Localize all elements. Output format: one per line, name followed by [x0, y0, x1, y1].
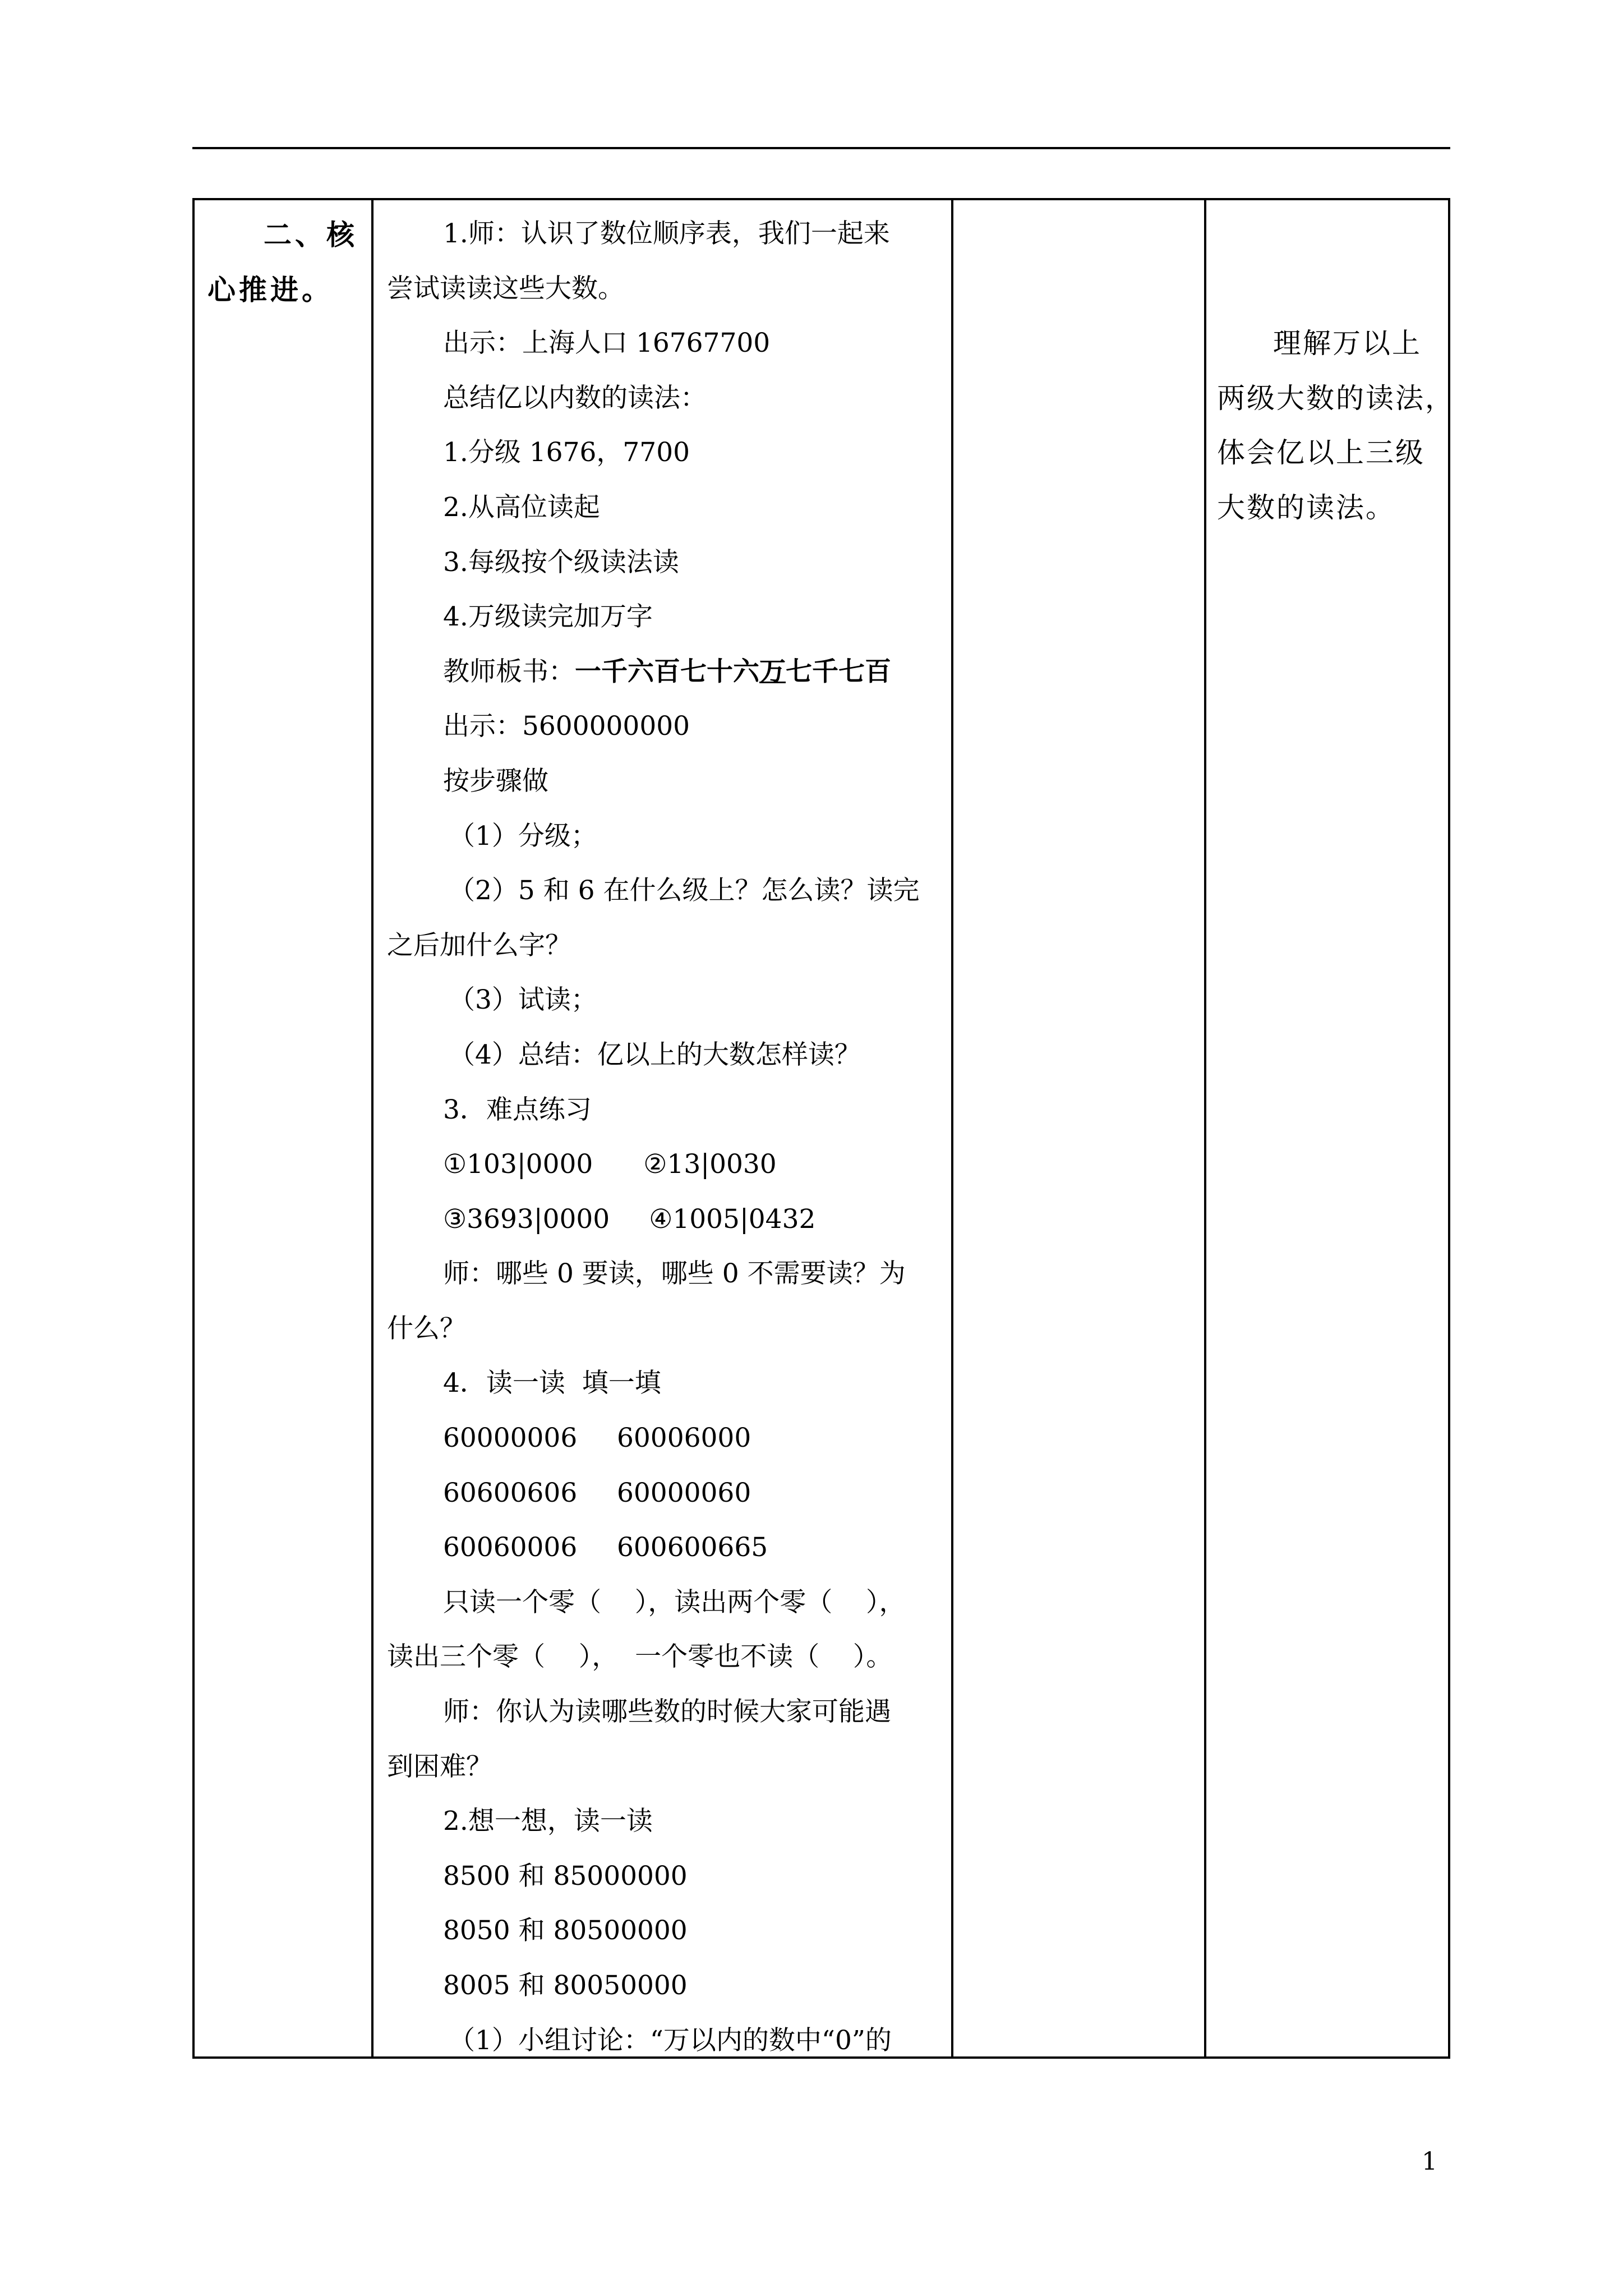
- board-writing-text: 七千七百: [786, 656, 891, 687]
- text-line: 8005 和 80050000: [443, 1970, 688, 2001]
- number-item: 60006000: [617, 1423, 751, 1454]
- text-line: 4．读一读 填一填: [443, 1368, 661, 1399]
- text-line: （1）小组讨论：“万以内的数中“0”的: [449, 2024, 892, 2056]
- text-line: （4）总结：亿以上的大数怎样读？: [449, 1039, 861, 1070]
- text-line: 体会亿以上三级: [1217, 436, 1425, 470]
- text-line: 尝试读读这些大数。: [387, 273, 624, 304]
- text-line: 出示：上海人口 16767700: [443, 328, 771, 359]
- text-line: 8050 和 80500000: [443, 1915, 688, 1947]
- board-writing-text: 一千六百七十六: [575, 656, 759, 687]
- board-writing-underlined: 万: [759, 656, 786, 687]
- text-line: 3.每级按个级读法读: [443, 546, 679, 578]
- header-rule: [192, 147, 1450, 149]
- text-line: （1）分级；: [449, 820, 597, 852]
- text-line: 2.从高位读起: [443, 491, 600, 523]
- design-intent-cell: [1217, 316, 1455, 535]
- number-item: 600600665: [617, 1532, 768, 1563]
- number-row: [387, 1411, 942, 1466]
- exercise-item: ①103|0000: [443, 1149, 593, 1180]
- column-divider: [1204, 198, 1206, 2059]
- exercise-item: ③3693|0000: [443, 1203, 610, 1235]
- exercise-row: [387, 1137, 942, 1192]
- number-item: 60000060: [617, 1477, 751, 1508]
- number-item: 60000006: [443, 1423, 578, 1454]
- board-writing-line: [387, 645, 942, 700]
- text-line: 之后加什么字？: [387, 930, 571, 961]
- text-line: 出示：5600000000: [443, 711, 690, 742]
- text-line: （2）5 和 6 在什么级上？怎么读？读完: [449, 875, 920, 907]
- number-row: [387, 1466, 942, 1521]
- page-number: 1: [1422, 2147, 1437, 2176]
- board-writing-prefix: 教师板书：: [443, 656, 575, 687]
- exercise-item: ②13|0030: [643, 1149, 777, 1180]
- number-item: 60600606: [443, 1477, 578, 1508]
- text-line: 读出三个零（ ）， 一个零也不读（ ）。: [387, 1641, 893, 1673]
- text-line: 3．难点练习: [443, 1094, 592, 1125]
- text-line: 师：你认为读哪些数的时候大家可能遇: [443, 1696, 891, 1728]
- stage-label-cell: [208, 208, 363, 318]
- text-line: 师：哪些 0 要读，哪些 0 不需要读？为: [443, 1258, 906, 1290]
- text-line: 什么？: [387, 1313, 466, 1344]
- text-line: 1.师：认识了数位顺序表，我们一起来: [443, 218, 890, 249]
- text-line: 两级大数的读法，: [1217, 381, 1455, 415]
- text-line: 理解万以上: [1273, 327, 1422, 360]
- text-line: 2.想一想，读一读: [443, 1806, 653, 1837]
- text-line: （3）试读；: [449, 984, 597, 1016]
- number-row: [387, 1520, 942, 1575]
- stage-label-line: 二、核: [264, 218, 358, 251]
- text-line: 1.分级 1676，7700: [443, 437, 690, 468]
- text-line: 4.万级读完加万字: [443, 601, 653, 633]
- text-line: 到困难？: [387, 1751, 492, 1782]
- text-line: 总结亿以内数的读法：: [443, 382, 707, 413]
- exercise-item: ④1005|0432: [649, 1203, 816, 1235]
- text-line: 大数的读法。: [1217, 491, 1395, 524]
- text-line: 只读一个零（ ），读出两个零（ ），: [443, 1586, 906, 1618]
- stage-label-line: 心推进。: [208, 273, 333, 306]
- text-line: 8500 和 85000000: [443, 1860, 688, 1892]
- teaching-process-cell: [387, 206, 942, 2068]
- column-divider: [371, 198, 374, 2059]
- exercise-row: [387, 1192, 942, 1247]
- number-item: 60060006: [443, 1532, 578, 1563]
- text-line: 按步骤做: [443, 765, 548, 797]
- column-divider: [951, 198, 953, 2059]
